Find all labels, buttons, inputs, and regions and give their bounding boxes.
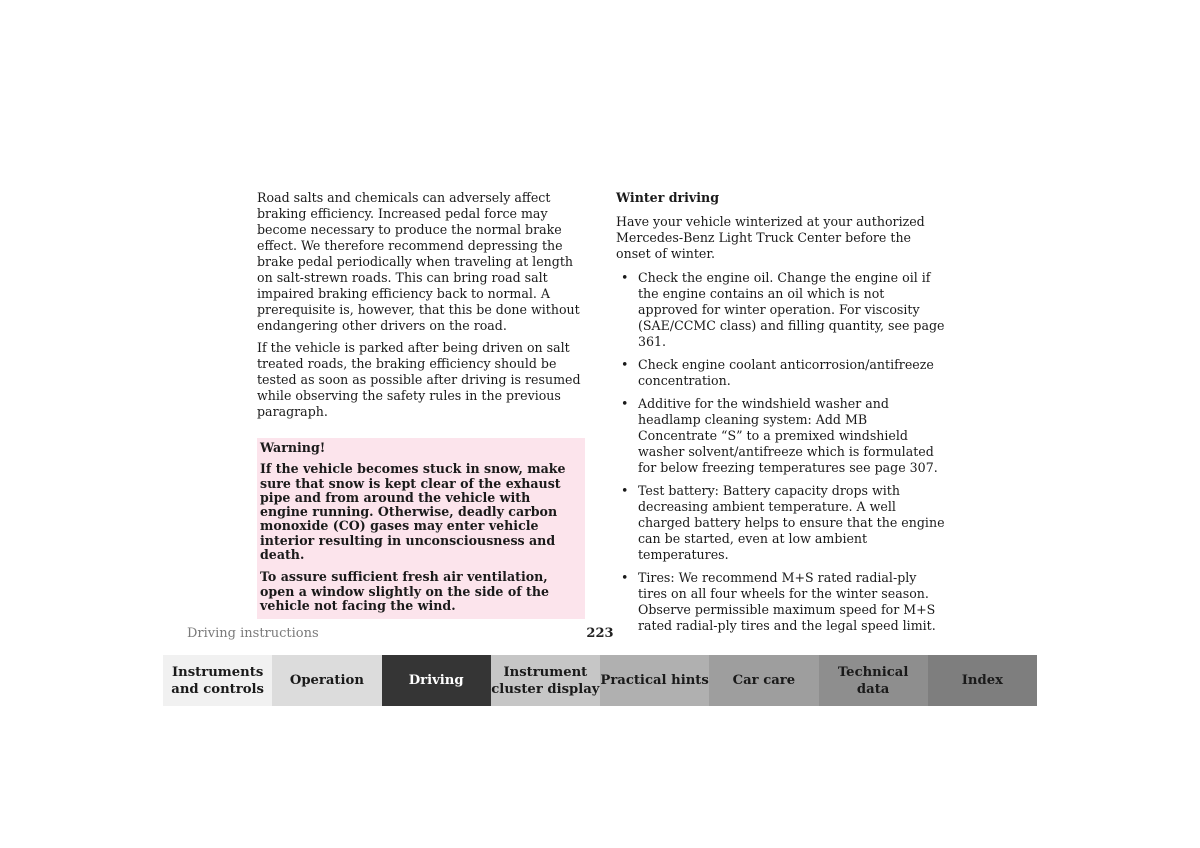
paragraph-parked-vehicle: If the vehicle is parked after being driven on salt treated roads, the braking efficiency should be tested as soon as possible after driving is resumed while observing the safety rules in the previous paragraph. [257, 340, 581, 419]
tab-label: Instrument cluster display [491, 664, 600, 697]
tab-index[interactable] [928, 655, 1037, 706]
list-item [616, 357, 948, 389]
bullet-icon: • [621, 483, 629, 498]
tab-label: Practical hints [600, 673, 709, 688]
list-item [616, 270, 948, 350]
list-item [616, 570, 948, 634]
warning-paragraph: If the vehicle becomes stuck in snow, make sure that snow is kept clear of the exhaust pipe and from around the vehicle with engine running. Otherwise, deadly carbon monoxide (CO) gases may enter vehicle interior resulting in unconsciousness and death. [260, 461, 566, 563]
intro-paragraph: Have your vehicle winterized at your authorized Mercedes-Benz Light Truck Center before the onset of winter. [616, 214, 925, 261]
list-item-text: Test battery: Battery capacity drops with decreasing ambient temperature. A well charged battery helps to ensure that the engine can be started, even at low ambient temperatures. [638, 483, 945, 562]
tab-label: Index [961, 673, 1003, 688]
warning-box [257, 438, 585, 619]
footer-section-title: Driving instructions [187, 626, 319, 641]
list-item-text: Check engine coolant anticorrosion/antifreeze concentration. [638, 357, 934, 388]
tab-label: Car care [732, 673, 796, 688]
list-item [616, 483, 948, 563]
tab-label: Instruments and controls [171, 664, 264, 697]
bullet-icon: • [621, 570, 629, 585]
tab-operation[interactable] [272, 655, 381, 706]
tab-label: Driving [408, 673, 464, 688]
left-column [257, 190, 585, 619]
tab-label: Technical data [837, 664, 909, 697]
tab-label: Operation [289, 673, 364, 688]
list-item-text: Tires: We recommend M+S rated radial-ply tires on all four wheels for the winter season. Observe permissible maximum speed for M+S rated radial-ply tires and the legal speed limit. [638, 570, 936, 633]
list-item [616, 396, 948, 476]
tab-driving[interactable] [382, 655, 491, 706]
bullet-icon: • [621, 396, 629, 411]
tab-instruments-and-controls[interactable] [163, 655, 272, 706]
warning-title: Warning! [260, 440, 326, 455]
warning-paragraph: To assure sufficient fresh air ventilation, open a window slightly on the side of the vehicle not facing the wind. [260, 569, 550, 613]
section-nav [163, 655, 1037, 706]
tab-technical-data[interactable] [819, 655, 928, 706]
tab-practical-hints[interactable] [600, 655, 709, 706]
list-item-text: Additive for the windshield washer and headlamp cleaning system: Add MB Concentrate “S” to a premixed windshield washer solvent/antifreeze which is formulated for below freezing temperatures see page 307. [638, 396, 938, 475]
bullet-icon: • [621, 357, 629, 372]
right-column [616, 190, 948, 641]
paragraph-road-salts: Road salts and chemicals can adversely affect braking efficiency. Increased pedal force may become necessary to produce the normal brake effect. We therefore recommend depressing the brake pedal periodically when traveling at length on salt-strewn roads. This can bring road salt impaired braking efficiency back to normal. A prerequisite is, however, that this be done without endangering other drivers on the road. [257, 190, 580, 333]
list-item-text: Check the engine oil. Change the engine oil if the engine contains an oil which is not approved for winter operation. For viscosity (SAE/CCMC class) and filling quantity, see page 361. [638, 270, 945, 349]
winterizing-list [616, 270, 948, 634]
page-number: 223 [586, 626, 614, 641]
tab-car-care[interactable] [709, 655, 818, 706]
section-heading: Winter driving [616, 190, 720, 205]
bullet-icon: • [621, 270, 629, 285]
tab-instrument-cluster-display[interactable] [491, 655, 600, 706]
